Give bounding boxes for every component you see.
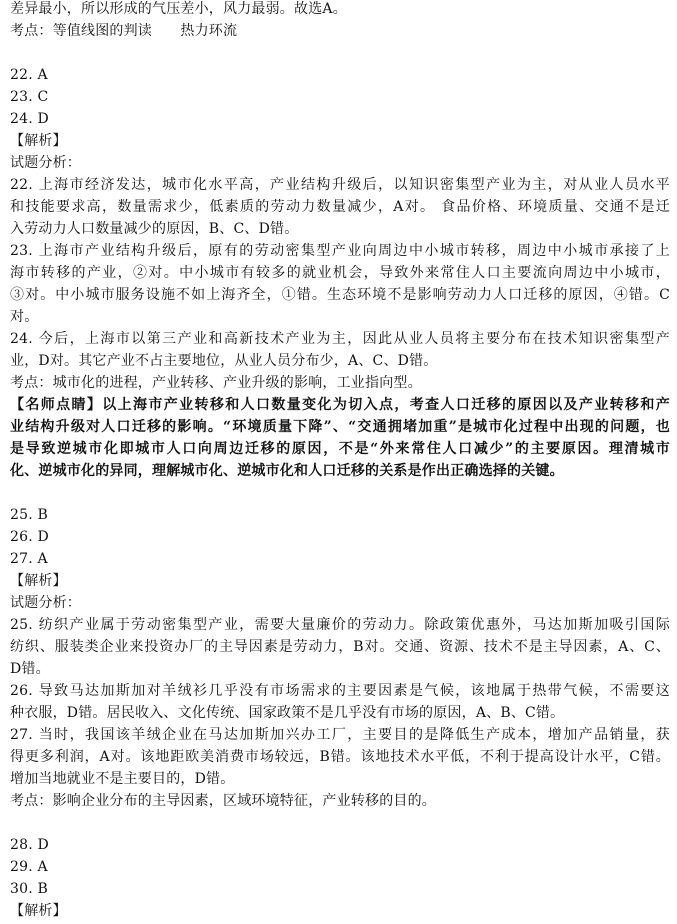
text-line: 27. 当时，我国该羊绒企业在马达加斯加兴办工厂，主要目的是降低生产成本，增加产品销量，获 xyxy=(10,727,670,743)
text-line: ③对。中小城市服务设施不如上海齐全，①错。生态环境不是影响劳动力人口迁移的原因，④错。C xyxy=(10,287,670,303)
text-line: 业结构升级对人口迁移的影响。“环境质量下降”、“交通拥堵加重”是城市化过程中出现的问题，也 xyxy=(10,419,670,435)
text-line: 业，D对。其它产业不占主要地位，从业人员分布少，A、C、D错。 xyxy=(10,353,438,369)
section-heading: 【解析】 xyxy=(10,903,67,919)
text-line: D错。 xyxy=(10,661,50,677)
text-line: 试题分析： xyxy=(10,155,81,171)
blank-line xyxy=(10,42,670,64)
text-line: 考点：等值线图的判读 热力环流 xyxy=(10,23,238,39)
section-heading: 【解析】 xyxy=(10,573,67,589)
answer-line: 30. B xyxy=(10,881,49,897)
text-line: 23. 上海市产业结构升级后，原有的劳动密集型产业向周边中小城市转移，周边中小城市承接了上 xyxy=(10,243,670,259)
answer-line: 22. A xyxy=(10,67,48,83)
text-line: 是导致逆城市化即城市人口向周边迁移的原因，不是“外来常住人口减少”的主要原因。理清城市 xyxy=(10,441,670,457)
text-line: 考点：城市化的进程，产业转移、产业升级的影响，工业指向型。 xyxy=(10,375,422,391)
text-line: 25. 纺织产业属于劳动密集型产业，需要大量廉价的劳动力。除政策优惠外，马达加斯加吸引国际 xyxy=(10,617,670,633)
answer-line: 27. A xyxy=(10,551,48,567)
text-line: 纺织、服装类企业来投资办厂的主导因素是劳动力，B对。交通、资源、技术不是主导因素，A、C、 xyxy=(10,639,670,655)
answer-line: 29. A xyxy=(10,859,48,875)
text-line: 和技能要求高，数量需求少，低素质的劳动力数量减少，A对。 食品价格、环境质量、交通不是迁 xyxy=(10,199,670,215)
text-line: 对。 xyxy=(10,309,39,325)
section-heading: 【解析】 xyxy=(10,133,67,149)
answer-line: 26. D xyxy=(10,529,49,545)
answer-line: 28. D xyxy=(10,837,49,853)
text-line: 差异最小，所以形成的气压差小，风力最弱。故选A。 xyxy=(10,1,347,17)
text-line: 种衣服，D错。居民收入、文化传统、国家政策不是几乎没有市场的原因，A、B、C错。 xyxy=(10,705,565,721)
answer-line: 25. B xyxy=(10,507,49,523)
text-line: 考点：影响企业分布的主导因素，区域环境特征，产业转移的目的。 xyxy=(10,793,436,809)
text-line: 【名师点睛】以上海市产业转移和人口数量变化为切入点，考查人口迁移的原因以及产业转移和产 xyxy=(10,397,670,413)
blank-line xyxy=(10,812,670,834)
text-line: 海市转移的产业，②对。中小城市有较多的就业机会，导致外来常住人口主要流向周边中小城市， xyxy=(10,265,670,281)
blank-line xyxy=(10,482,670,504)
answer-line: 23. C xyxy=(10,89,49,105)
text-line: 26. 导致马达加斯加对羊绒衫几乎没有市场需求的主要因素是气候，该地属于热带气候，不需要这 xyxy=(10,683,670,699)
answer-line: 24. D xyxy=(10,111,49,127)
text-line: 增加当地就业不是主要目的，D错。 xyxy=(10,771,235,787)
text-line: 24. 今后，上海市以第三产业和高新技术产业为主，因此从业人员将主要分布在技术知识密集型产 xyxy=(10,331,670,347)
text-line: 入劳动力人口数量减少的原因，B、C、D错。 xyxy=(10,221,299,237)
document-page xyxy=(10,0,670,922)
text-line: 得更多利润，A对。该地距欧美消费市场较远，B错。该地技术水平低，不利于提高设计水平，C错。 xyxy=(10,749,670,765)
text-line: 试题分析： xyxy=(10,595,81,611)
text-line: 22. 上海市经济发达，城市化水平高，产业结构升级后，以知识密集型产业为主，对从业人员水平 xyxy=(10,177,670,193)
text-line: 化、逆城市化的异同，理解城市化、逆城市化和人口迁移的关系是作出正确选择的关键。 xyxy=(10,463,564,479)
